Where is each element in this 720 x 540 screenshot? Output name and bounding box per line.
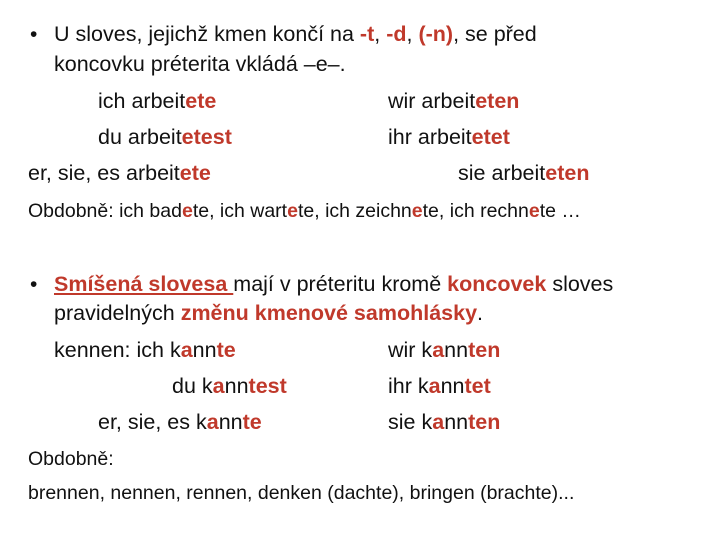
text-segment: nn	[224, 374, 249, 398]
highlighted-text: ete	[179, 161, 211, 185]
text-segment: er, sie, es k	[98, 410, 207, 434]
text-segment: te, ich zeichn	[297, 200, 412, 222]
highlighted-text: -t	[359, 22, 375, 46]
highlighted-text: koncovek	[447, 272, 547, 296]
highlighted-text: tet	[464, 374, 491, 398]
highlighted-text: e	[411, 200, 423, 222]
text-segment: mají v préteritu kromě	[233, 272, 448, 296]
text-segment: te, ich rechn	[422, 200, 529, 222]
text-segment: sloves	[546, 272, 614, 296]
text-segment: wir arbeit	[388, 89, 476, 113]
text-segment: er, sie, es arbeit	[28, 161, 180, 185]
similar-label-2: Obdobně:	[28, 448, 114, 470]
highlighted-text: e	[287, 200, 298, 222]
conj-1-row-2-left	[98, 123, 232, 151]
similar-examples-2: brennen, nennen, rennen, denken (dachte), bringen (brachte)...	[28, 482, 575, 504]
text-segment: nn	[440, 374, 465, 398]
highlighted-text: etet	[471, 125, 510, 149]
conj-1-row-1-right	[388, 87, 519, 115]
highlighted-text: etest	[181, 125, 232, 149]
highlighted-text: -d	[386, 22, 407, 46]
text-segment: te …	[539, 200, 581, 222]
highlighted-text: te	[216, 338, 236, 362]
conj-2-row-2-left	[172, 372, 287, 400]
text-segment: , se před	[453, 22, 537, 46]
conj-2-row-1-left	[54, 336, 236, 364]
text-segment: nn	[444, 410, 469, 434]
text-segment: ,	[406, 22, 419, 46]
text-segment: sie k	[388, 410, 433, 434]
text-segment: du arbeit	[98, 125, 182, 149]
highlighted-text: a	[212, 374, 225, 398]
highlighted-text: a	[432, 410, 445, 434]
text-segment: nn	[218, 410, 243, 434]
text-segment: U sloves, jejichž kmen končí na	[54, 22, 360, 46]
highlighted-text: te	[242, 410, 262, 434]
highlighted-text: (-n)	[418, 22, 454, 46]
text-segment: pravidelných	[54, 301, 181, 325]
conj-1-row-3-right	[458, 159, 589, 187]
conj-1-row-1-left	[98, 87, 216, 115]
text-segment: ihr k	[388, 374, 429, 398]
text-segment: nn	[192, 338, 217, 362]
rule-1-line-1	[54, 20, 537, 48]
text-segment: Obdobně: ich bad	[28, 200, 182, 222]
highlighted-text: e	[181, 200, 193, 222]
highlighted-text: ete	[185, 89, 217, 113]
conj-2-row-3-left	[98, 408, 262, 436]
text-segment: sie arbeit	[458, 161, 546, 185]
highlighted-text: Smíšená slovesa	[54, 272, 234, 296]
conj-1-row-2-right	[388, 123, 510, 151]
highlighted-text: a	[180, 338, 193, 362]
text-segment: ich arbeit	[98, 89, 186, 113]
highlighted-text: a	[206, 410, 219, 434]
highlighted-text: a	[428, 374, 441, 398]
bullet-2: •	[30, 273, 38, 296]
bullet-1: •	[30, 23, 38, 46]
text-segment: ihr arbeit	[388, 125, 472, 149]
conj-2-row-3-right	[388, 408, 500, 436]
highlighted-text: změnu kmenové samohlásky	[180, 301, 478, 325]
highlighted-text: e	[528, 200, 540, 222]
conj-2-row-2-right	[388, 372, 491, 400]
highlighted-text: eten	[545, 161, 590, 185]
highlighted-text: ten	[468, 410, 501, 434]
highlighted-text: a	[432, 338, 445, 362]
rule-2-line-2	[54, 299, 483, 327]
text-segment: wir k	[388, 338, 433, 362]
text-segment: kennen: ich k	[54, 338, 181, 362]
rule-1-line-2: koncovku préterita vkládá –e–.	[54, 52, 346, 76]
text-segment: du k	[172, 374, 213, 398]
rule-2-line-1	[54, 270, 613, 298]
highlighted-text: test	[248, 374, 287, 398]
highlighted-text: ten	[468, 338, 501, 362]
text-segment: ,	[374, 22, 387, 46]
text-segment: .	[477, 301, 484, 325]
text-segment: te, ich wart	[192, 200, 288, 222]
conj-1-row-3-left	[28, 159, 211, 187]
conj-2-row-1-right	[388, 336, 500, 364]
highlighted-text: eten	[475, 89, 520, 113]
text-segment: nn	[444, 338, 469, 362]
similar-examples-1	[28, 197, 581, 225]
